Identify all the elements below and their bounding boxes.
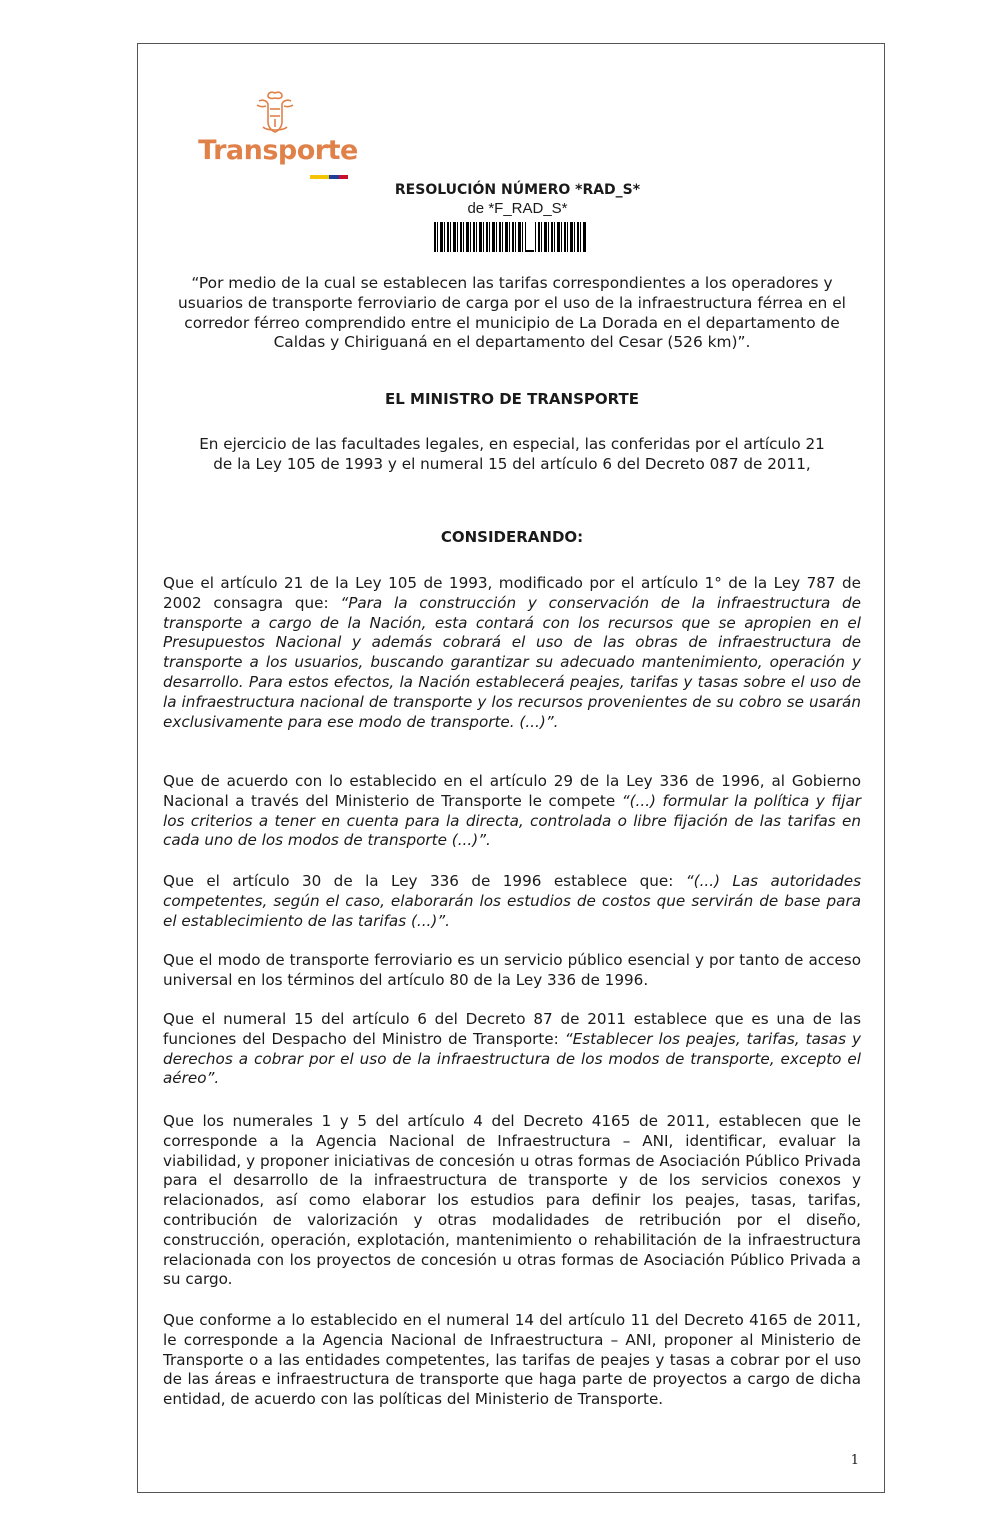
paragraph-quote: “(...) formular la política y fijar los criterios a tener en cuenta para la directa, controlada o libre fijación de las tarifas en cada uno de los modos de transporte (...)”. <box>163 791 862 850</box>
paragraph-text: Que el artículo 30 de la Ley 336 de 1996 establece que: <box>163 872 686 890</box>
authority-heading: EL MINISTRO DE TRANSPORTE <box>385 390 639 408</box>
considerando-paragraph-1 <box>163 574 861 732</box>
considerando-paragraph-5 <box>163 1010 861 1089</box>
considerando-paragraph-7 <box>163 1311 861 1410</box>
considerando-heading: CONSIDERANDO: <box>440 528 584 546</box>
paragraph-text: Que de acuerdo con lo establecido en el artículo 29 de la Ley 336 de 1996, al Gobierno Nacional a través del Ministerio de Transporte le compete <box>163 772 861 810</box>
flag-blue <box>329 175 339 179</box>
paragraph-quote: “Establecer los peajes, tarifas, tasas y derechos a cobrar por el uso de la infraestructura de los modos de transporte, excepto el aéreo”. <box>163 1029 861 1088</box>
resolution-subject: “Por medio de la cual se establecen las tarifas correspondientes a los operadores y usuarios de transporte ferroviario de carga por el uso de la infraestructura férrea en el corredor férreo comprendido entre el municipio de La Dorada en el departamento de Caldas y Chiriguaná en el departamento del Cesar (526 km)”. <box>178 274 846 352</box>
paragraph-text: Que conforme a lo establecido en el numeral 14 del artículo 11 del Decreto 4165 de 2011, le corresponde a la Agencia Nacional de Infraestructura – ANI, proponer al Ministerio de Transporte o a las entidades competentes, las tarifas de peajes y tasas a cobrar por el uso de las áreas e infraestructura de transporte que haga parte de proyectos a cargo de dicha entidad, de acuerdo con las políticas del Ministerio de Transporte. <box>163 1311 861 1409</box>
barcode-gap <box>526 222 534 252</box>
flag-red <box>339 175 348 179</box>
logo-text: Transporte <box>198 135 358 166</box>
considerando-paragraph-4 <box>163 951 861 991</box>
paragraph-text: Que los numerales 1 y 5 del artículo 4 del Decreto 4165 de 2011, establecen que le corresponde a la Agencia Nacional de Infraestructura – ANI, identificar, evaluar la viabilidad, y proponer iniciativas de concesión u otras formas de Asociación Público Privada para el desarrollo de la infraestructura de transporte y de los servicios conexos y relacionados, así como elaborar los estudios para definir los peajes, tasas, tarifas, contribución de valorización y otras modalidades de retribución por el diseño, construcción, operación, explotación, mantenimiento o rehabilitación de la infraestructura relacionada con los proyectos de concesión u otras formas de Asociación Público Privada a su cargo. <box>163 1112 861 1289</box>
considerando-paragraph-3 <box>163 872 861 931</box>
colombia-flag-stripe <box>310 175 348 179</box>
paragraph-text: Que el numeral 15 del artículo 6 del Decreto 87 de 2011 establece que es una de las funciones del Despacho del Ministro de Transporte: <box>163 1010 861 1048</box>
paragraph-text: Que el modo de transporte ferroviario es un servicio público esencial y por tanto de acceso universal en los términos del artículo 80 de la Ley 336 de 1996. <box>163 951 861 989</box>
considerando-paragraph-2 <box>163 772 861 851</box>
resolution-date: de *F_RAD_S* <box>467 200 568 217</box>
ministry-logo <box>198 89 358 184</box>
coat-of-arms-icon <box>253 89 297 135</box>
considerando-paragraph-6 <box>163 1112 861 1290</box>
flag-yellow <box>310 175 329 179</box>
paragraph-quote: “Para la construcción y conservación de la infraestructura de transporte a cargo de la Nación, esta contará con los recursos que se apropien en el Presupuestos Nacional y además cobrará el uso de las obras de infraestructura de transporte a los usuarios, buscando garantizar su adecuado mantenimiento, operación y desarrollo. Para estos efectos, la Nación establecerá peajes, tarifas y tasas sobre el uso de la infraestructura nacional de transporte y los recursos provenientes de su cobro se usarán exclusivamente para ese modo de transporte. (...)”. <box>163 593 862 731</box>
resolution-title: RESOLUCIÓN NÚMERO *RAD_S* <box>394 182 641 198</box>
document-page <box>137 43 885 1493</box>
page-number: 1 <box>850 1453 859 1468</box>
paragraph-text: Que el artículo 21 de la Ley 105 de 1993, modificado por el artículo 1° de la Ley 787 de 2002 consagra que: <box>163 574 861 612</box>
barcode <box>434 222 586 252</box>
barcode-underscore <box>526 250 534 252</box>
paragraph-quote: “(...) Las autoridades competentes, según el caso, elaborarán los estudios de costos que servirán de base para el establecimiento de las tarifas (...)”. <box>163 872 861 930</box>
faculties-text: En ejercicio de las facultades legales, en especial, las conferidas por el artículo 21 de la Ley 105 de 1993 y el numeral 15 del artículo 6 del Decreto 087 de 2011, <box>199 435 825 473</box>
